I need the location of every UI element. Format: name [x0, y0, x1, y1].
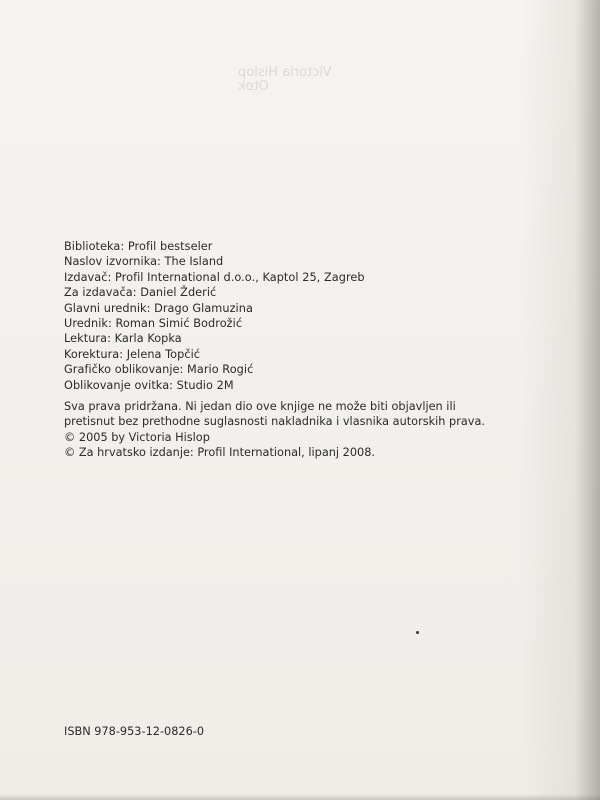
paper-speck	[416, 631, 419, 634]
isbn-number: ISBN 978-953-12-0826-0	[64, 725, 205, 738]
show-through-title: Otok	[238, 79, 269, 94]
credit-line-series: Biblioteka: Profil bestseler	[64, 240, 213, 253]
credit-line-proofreading: Lektura: Karla Kopka	[64, 332, 182, 346]
copyright-original: © 2005 by Victoria Hislop	[64, 430, 210, 444]
copyright-croatian-edition: © Za hrvatsko izdanje: Profil International, lipanj 2008.	[64, 446, 375, 460]
credit-line-for-publisher: Za izdavača: Daniel Žderić	[64, 286, 217, 300]
copyright-notice	[64, 399, 544, 461]
credit-line-original-title: Naslov izvornika: The Island	[64, 255, 224, 269]
show-through-text	[238, 66, 348, 94]
rights-line-2: pretisnut bez prethodne suglasnosti nakladnika i vlasnika autorskih prava.	[64, 415, 485, 429]
credit-line-editor: Urednik: Roman Simić Bodrožić	[64, 317, 243, 331]
credit-line-graphic-design: Grafičko oblikovanje: Mario Rogić	[64, 363, 254, 377]
credit-line-cover-design: Oblikovanje ovitka: Studio 2M	[64, 378, 234, 392]
rights-line-1: Sva prava pridržana. Ni jedan dio ove knjige ne može biti objavljen ili	[64, 400, 456, 413]
show-through-author: Victoria Hislop	[238, 65, 332, 80]
credit-line-publisher: Izdavač: Profil International d.o.o., Kaptol 25, Zagreb	[64, 270, 365, 284]
credit-line-editor-in-chief: Glavni urednik: Drago Glamuzina	[64, 301, 253, 315]
credit-line-corrections: Korektura: Jelena Topčić	[64, 347, 201, 361]
page-edge-shadow	[0, 794, 600, 800]
publication-credits	[64, 239, 544, 393]
